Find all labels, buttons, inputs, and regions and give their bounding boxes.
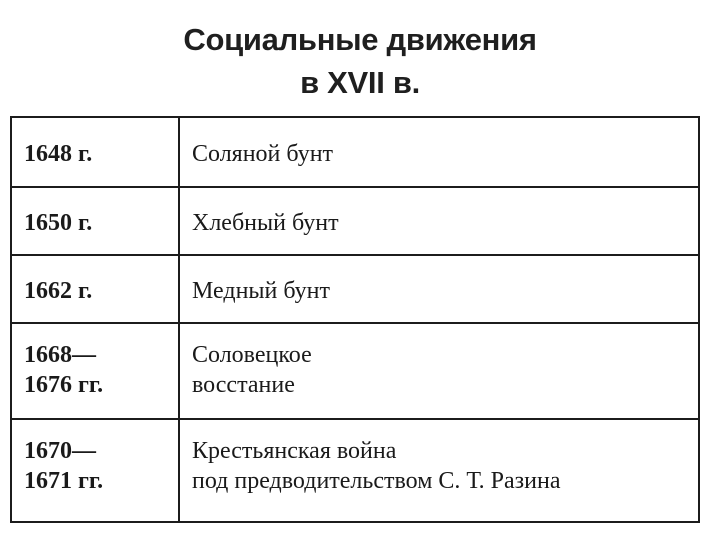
title-line-2: в XVII в. [300, 65, 420, 100]
event-cell [179, 187, 699, 255]
event-text-line-1: Крестьянская война [192, 438, 397, 464]
event-text-line-1: Соловецкое [192, 342, 312, 368]
date-cell [11, 255, 179, 323]
event-text: Медный бунт [192, 278, 331, 304]
date-text: 1648 г. [24, 141, 93, 167]
date-cell [11, 323, 179, 419]
event-cell [179, 419, 699, 522]
event-text-line-2: под предводительством С. Т. Разина [192, 468, 561, 494]
date-cell [11, 187, 179, 255]
date-cell [11, 419, 179, 522]
date-cell [11, 117, 179, 187]
table-row [11, 187, 699, 255]
event-text: Хлебный бунт [192, 210, 339, 236]
date-text-line-1: 1668— [24, 342, 96, 368]
event-cell [179, 117, 699, 187]
date-text-line-2: 1676 гг. [24, 372, 104, 398]
page-title [0, 18, 720, 104]
table-row [11, 323, 699, 419]
table-row [11, 419, 699, 522]
date-text: 1650 г. [24, 210, 93, 236]
table-row [11, 255, 699, 323]
date-text-line-2: 1671 гг. [24, 468, 104, 494]
event-text: Соляной бунт [192, 141, 334, 167]
date-text-line-1: 1670— [24, 438, 96, 464]
title-line-1: Социальные движения [183, 22, 537, 57]
event-cell [179, 323, 699, 419]
event-text-line-2: восстание [192, 372, 295, 398]
social-movements-table [10, 116, 700, 523]
table-row [11, 117, 699, 187]
event-cell [179, 255, 699, 323]
date-text: 1662 г. [24, 278, 93, 304]
